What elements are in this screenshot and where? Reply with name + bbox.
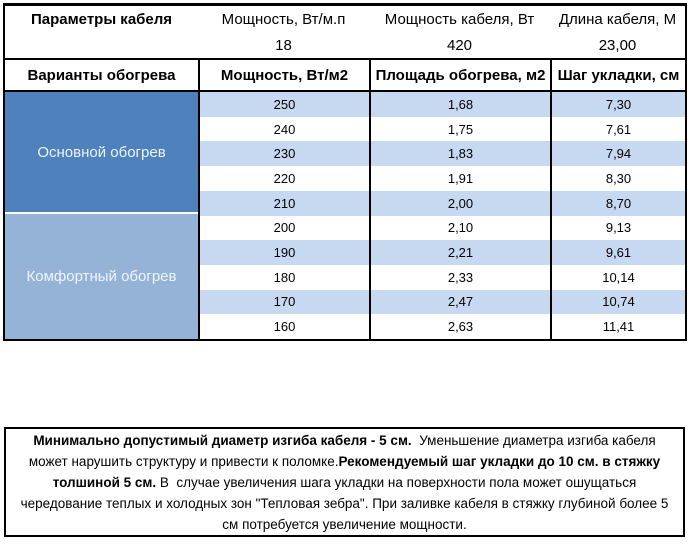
step-cell: 10,14 xyxy=(602,269,635,285)
area-cell: 1,68 xyxy=(371,92,550,117)
power-cell: 210 xyxy=(200,191,369,216)
step-column xyxy=(550,92,685,339)
note-segment: В случае увеличения шага укладки на поверхности пола может ошущаться чередование теплых и холодных зон "Тепловая зебра". При заливке кабеля в стяжку глубиной более 5 см потребуется увеличение мощности. xyxy=(20,474,673,532)
cable-params-label-row xyxy=(5,6,685,33)
note-segment-bold: Рекомендуемый шаг укладки до 10 см. в стяжку толшиной 5 см. xyxy=(52,453,664,490)
area-cell: 1,83 xyxy=(371,141,550,166)
header-step: Шаг укладки, см xyxy=(550,60,685,90)
power-column xyxy=(198,92,369,339)
section-column xyxy=(5,92,198,339)
cable-power-label: Мощность кабеля, Вт xyxy=(384,11,535,28)
empty-cell xyxy=(5,33,198,58)
power-cell: 170 xyxy=(200,290,369,315)
note-segment: Уменьшение диаметра изгиба кабеля может нарушить структуру и привести к поломке. xyxy=(28,432,660,469)
step-cell: 8,30 xyxy=(605,170,632,186)
power-cell: 240 xyxy=(273,121,296,137)
heating-table-header-row xyxy=(5,58,685,92)
step-cell: 7,61 xyxy=(605,121,632,137)
area-cell: 2,10 xyxy=(447,220,474,236)
cable-params-title: Параметры кабеля xyxy=(30,11,173,28)
area-cell: 2,33 xyxy=(447,269,474,285)
power-per-m-value: 18 xyxy=(275,37,292,54)
step-cell: 7,30 xyxy=(552,92,685,117)
header-power: Мощность, Вт/м2 xyxy=(198,60,369,90)
area-cell: 2,00 xyxy=(371,191,550,216)
section-comfort-heating: Комфортный обогрев xyxy=(5,214,198,339)
cable-power-value: 420 xyxy=(446,37,473,54)
power-cell: 190 xyxy=(200,240,369,265)
area-cell: 1,91 xyxy=(447,170,474,186)
area-cell: 2,63 xyxy=(447,319,474,335)
note-box xyxy=(4,427,685,537)
step-cell: 8,70 xyxy=(552,191,685,216)
heating-table-body xyxy=(5,92,685,339)
header-area: Площадь обогрева, м2 xyxy=(369,60,550,90)
area-cell: 2,47 xyxy=(371,290,550,315)
power-cell: 180 xyxy=(273,269,296,285)
power-cell: 160 xyxy=(273,319,296,335)
step-cell: 7,94 xyxy=(552,141,685,166)
note-segment-bold: Минимально допустимый диаметр изгиба кабеля - 5 см. xyxy=(33,432,412,448)
power-cell: 230 xyxy=(200,141,369,166)
cable-length-label: Длина кабеля, М xyxy=(558,11,677,28)
section-main-heating: Основной обогрев xyxy=(5,92,198,214)
power-cell: 220 xyxy=(273,170,296,186)
power-cell: 250 xyxy=(200,92,369,117)
area-cell: 1,75 xyxy=(447,121,474,137)
step-cell: 10,74 xyxy=(552,290,685,315)
header-variants: Варианты обогрева xyxy=(27,66,176,84)
step-cell: 9,61 xyxy=(552,240,685,265)
cable-params-value-row xyxy=(5,33,685,58)
area-cell: 2,21 xyxy=(371,240,550,265)
area-column xyxy=(369,92,550,339)
step-cell: 11,41 xyxy=(602,319,635,335)
note-text xyxy=(18,430,671,535)
power-cell: 200 xyxy=(273,220,296,236)
step-cell: 9,13 xyxy=(605,220,632,236)
power-per-m-label: Мощность, Вт/м.п xyxy=(221,11,346,28)
cable-length-value: 23,00 xyxy=(598,37,637,54)
cable-table xyxy=(3,3,687,341)
